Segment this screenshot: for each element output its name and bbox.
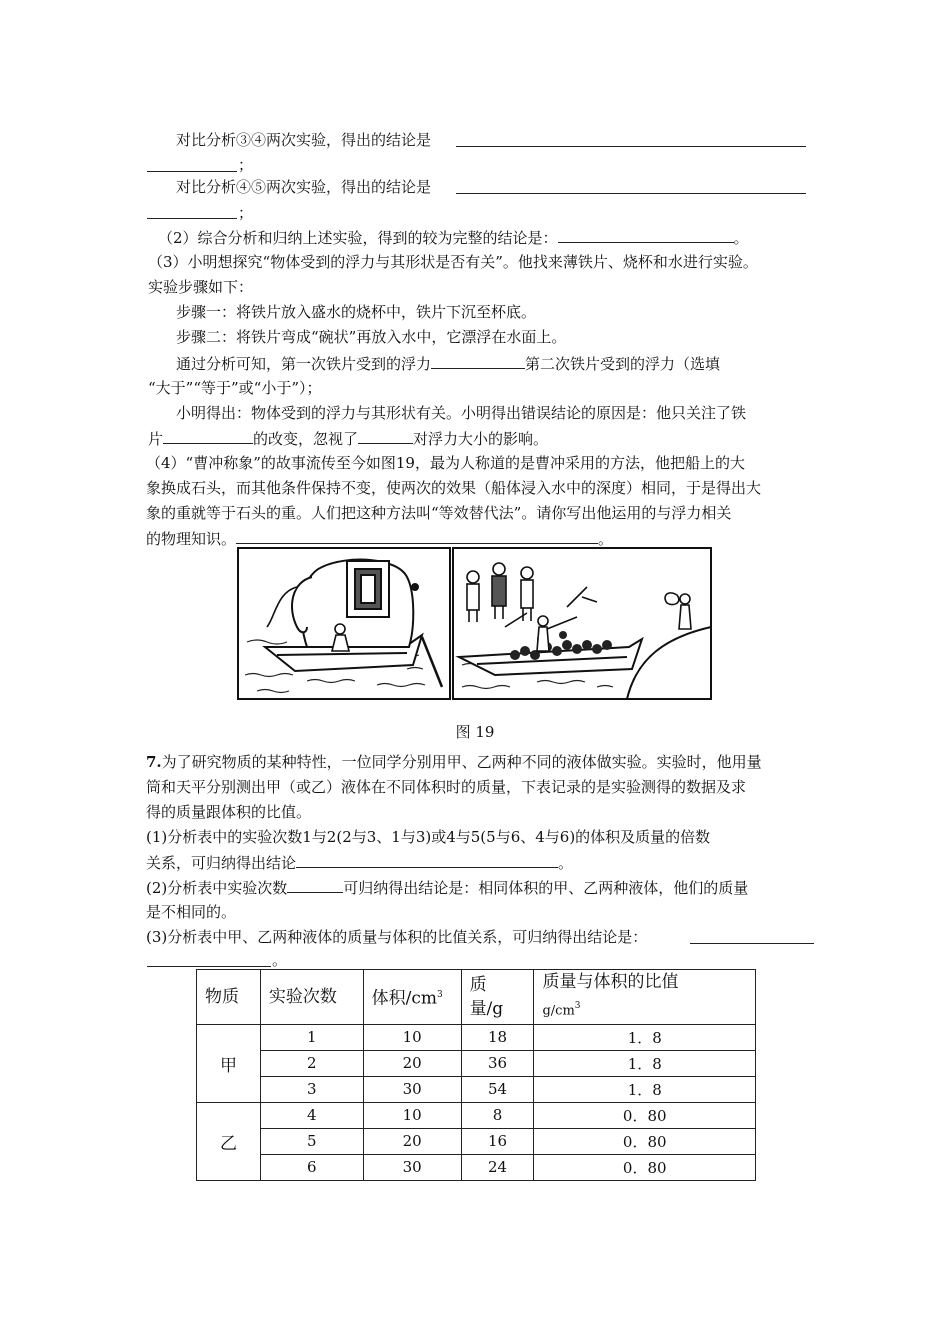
trial-cell: 1 <box>260 1024 363 1050</box>
branches <box>505 587 597 627</box>
part-4-line-4: 的物理知识。 。 <box>146 530 614 548</box>
part-4-line-3: 象的重就等于石头的重。人们把这种方法叫“等效替代法”。请你写出他运用的与浮力相关 <box>146 504 732 522</box>
wrong-conclusion-line: 小明得出：物体受到的浮力与其形状有关。小明得出错误结论的原因是：他只关注了铁 <box>176 404 747 422</box>
question-number: 7. <box>146 753 162 771</box>
substance-cell: 乙 <box>197 1102 261 1180</box>
table-row <box>197 1076 756 1102</box>
ratio-cell: 1．8 <box>534 1076 756 1102</box>
part-3-steps-label: 实验步骤如下： <box>148 278 254 296</box>
volume-cell: 30 <box>363 1076 461 1102</box>
part-3-intro: （3）小明想探究“物体受到的浮力与其形状是否有关”。他找来薄铁片、烧杯和水进行实验。 <box>148 253 758 271</box>
part-2-line: （2）综合分析和归纳上述实验，得到的较为完整的结论是： 。 <box>158 229 749 247</box>
volume-cell: 30 <box>363 1154 461 1180</box>
density-data-table <box>196 969 756 1181</box>
trial-cell: 4 <box>260 1102 363 1128</box>
trial-cell: 3 <box>260 1076 363 1102</box>
mass-cell: 36 <box>461 1050 534 1076</box>
wrong-conclusion-line-2: 片 的改变，忽视了 对浮力大小的影响。 <box>148 430 549 448</box>
table-row <box>197 1050 756 1076</box>
ratio-cell: 1．8 <box>534 1050 756 1076</box>
answer-blank[interactable] <box>147 218 237 219</box>
answer-blank[interactable] <box>296 852 558 868</box>
header-ratio: 质量与体积的比值 $g/cm^3$ <box>534 970 756 1025</box>
comparison-options: “大于”“等于”或“小于”）； <box>148 379 322 397</box>
q7-part-2-line-2: 是不相同的。 <box>146 903 237 921</box>
mass-cell: 54 <box>461 1076 534 1102</box>
semicolon: ； <box>238 156 254 174</box>
conclusion-45-line: 对比分析④⑤两次实验，得出的结论是 <box>176 178 432 196</box>
comparison-line: 通过分析可知，第一次铁片受到的浮力 第二次铁片受到的浮力（选填 <box>176 355 721 373</box>
answer-blank[interactable] <box>358 428 413 444</box>
volume-cell: 10 <box>363 1024 461 1050</box>
header-substance: 物质 <box>197 970 261 1025</box>
answer-blank[interactable] <box>431 353 525 369</box>
ratio-cell: 0．80 <box>534 1102 756 1128</box>
q7-intro-line-1: 7.为了研究物质的某种特性，一位同学分别用甲、乙两种不同的液体做实验。实验时，他用量 <box>146 753 762 771</box>
mass-cell: 8 <box>461 1102 534 1128</box>
period: 。 <box>272 951 288 969</box>
ratio-cell: 1．8 <box>534 1024 756 1050</box>
table-header-row <box>197 970 756 1025</box>
part-4-line-1: （4）“曹冲称象”的故事流传至今如图19，最为人称道的是曹冲采用的方法，他把船上的大 <box>146 454 745 472</box>
volume-cell: 20 <box>363 1128 461 1154</box>
header-trial: 实验次数 <box>260 970 363 1025</box>
answer-blank[interactable] <box>456 193 806 194</box>
answer-blank[interactable] <box>456 146 806 147</box>
trial-cell: 2 <box>260 1050 363 1076</box>
q7-intro-line-3: 得的质量跟体积的比值。 <box>146 803 312 821</box>
volume-cell: 20 <box>363 1050 461 1076</box>
table-row <box>197 1102 756 1128</box>
q7-part-3-line-1: (3)分析表中甲、乙两种液体的质量与体积的比值关系，可归纳得出结论是： <box>146 928 648 946</box>
volume-cell: 10 <box>363 1102 461 1128</box>
step-one: 步骤一：将铁片放入盛水的烧杯中，铁片下沉至杯底。 <box>176 303 537 321</box>
shore <box>627 627 711 699</box>
trial-cell: 6 <box>260 1154 363 1180</box>
substance-cell: 甲 <box>197 1024 261 1102</box>
mass-cell: 24 <box>461 1154 534 1180</box>
semicolon: ； <box>238 204 254 222</box>
q7-intro-line-2: 筒和天平分别测出甲（或乙）液体在不同体积时的质量，下表记录的是实验测得的数据及求 <box>146 778 747 796</box>
q7-part-1-line-2: 关系，可归纳得出结论 。 <box>146 854 574 872</box>
q7-part-1-line-1: (1)分析表中的实验次数1与2(2与3、1与3)或4与5(5与6、4与6)的体积及质量的倍数 <box>146 828 711 846</box>
header-volume: 体积$/cm^3$ <box>363 970 461 1025</box>
step-two: 步骤二：将铁片弯成“碗状”再放入水中，它漂浮在水面上。 <box>176 328 567 346</box>
figure-caption: 图 19 <box>455 723 495 741</box>
onlookers <box>467 563 691 651</box>
q7-part-2-line-1: (2)分析表中实验次数 可归纳得出结论是：相同体积的甲、乙两种液体，他们的质量 <box>146 879 749 897</box>
answer-blank[interactable] <box>147 171 237 172</box>
answer-blank[interactable] <box>287 877 343 893</box>
conclusion-34-line: 对比分析③④两次实验，得出的结论是 <box>176 131 432 149</box>
cao-chong-weighs-elephant-figure <box>237 547 712 700</box>
answer-blank[interactable] <box>690 943 814 944</box>
answer-blank[interactable] <box>163 428 253 444</box>
header-mass: 质 量/g <box>461 970 534 1025</box>
table-row <box>197 1154 756 1180</box>
ratio-cell: 0．80 <box>534 1128 756 1154</box>
ratio-cell: 0．80 <box>534 1154 756 1180</box>
mass-cell: 18 <box>461 1024 534 1050</box>
mass-cell: 16 <box>461 1128 534 1154</box>
answer-blank[interactable] <box>236 528 598 544</box>
answer-blank[interactable] <box>558 227 734 243</box>
table-row <box>197 1128 756 1154</box>
answer-blank[interactable] <box>147 966 271 967</box>
table-row <box>197 1024 756 1050</box>
part-4-line-2: 象换成石头，而其他条件保持不变，使两次的效果（船体浸入水中的深度）相同，于是得出大 <box>146 479 762 497</box>
trial-cell: 5 <box>260 1128 363 1154</box>
